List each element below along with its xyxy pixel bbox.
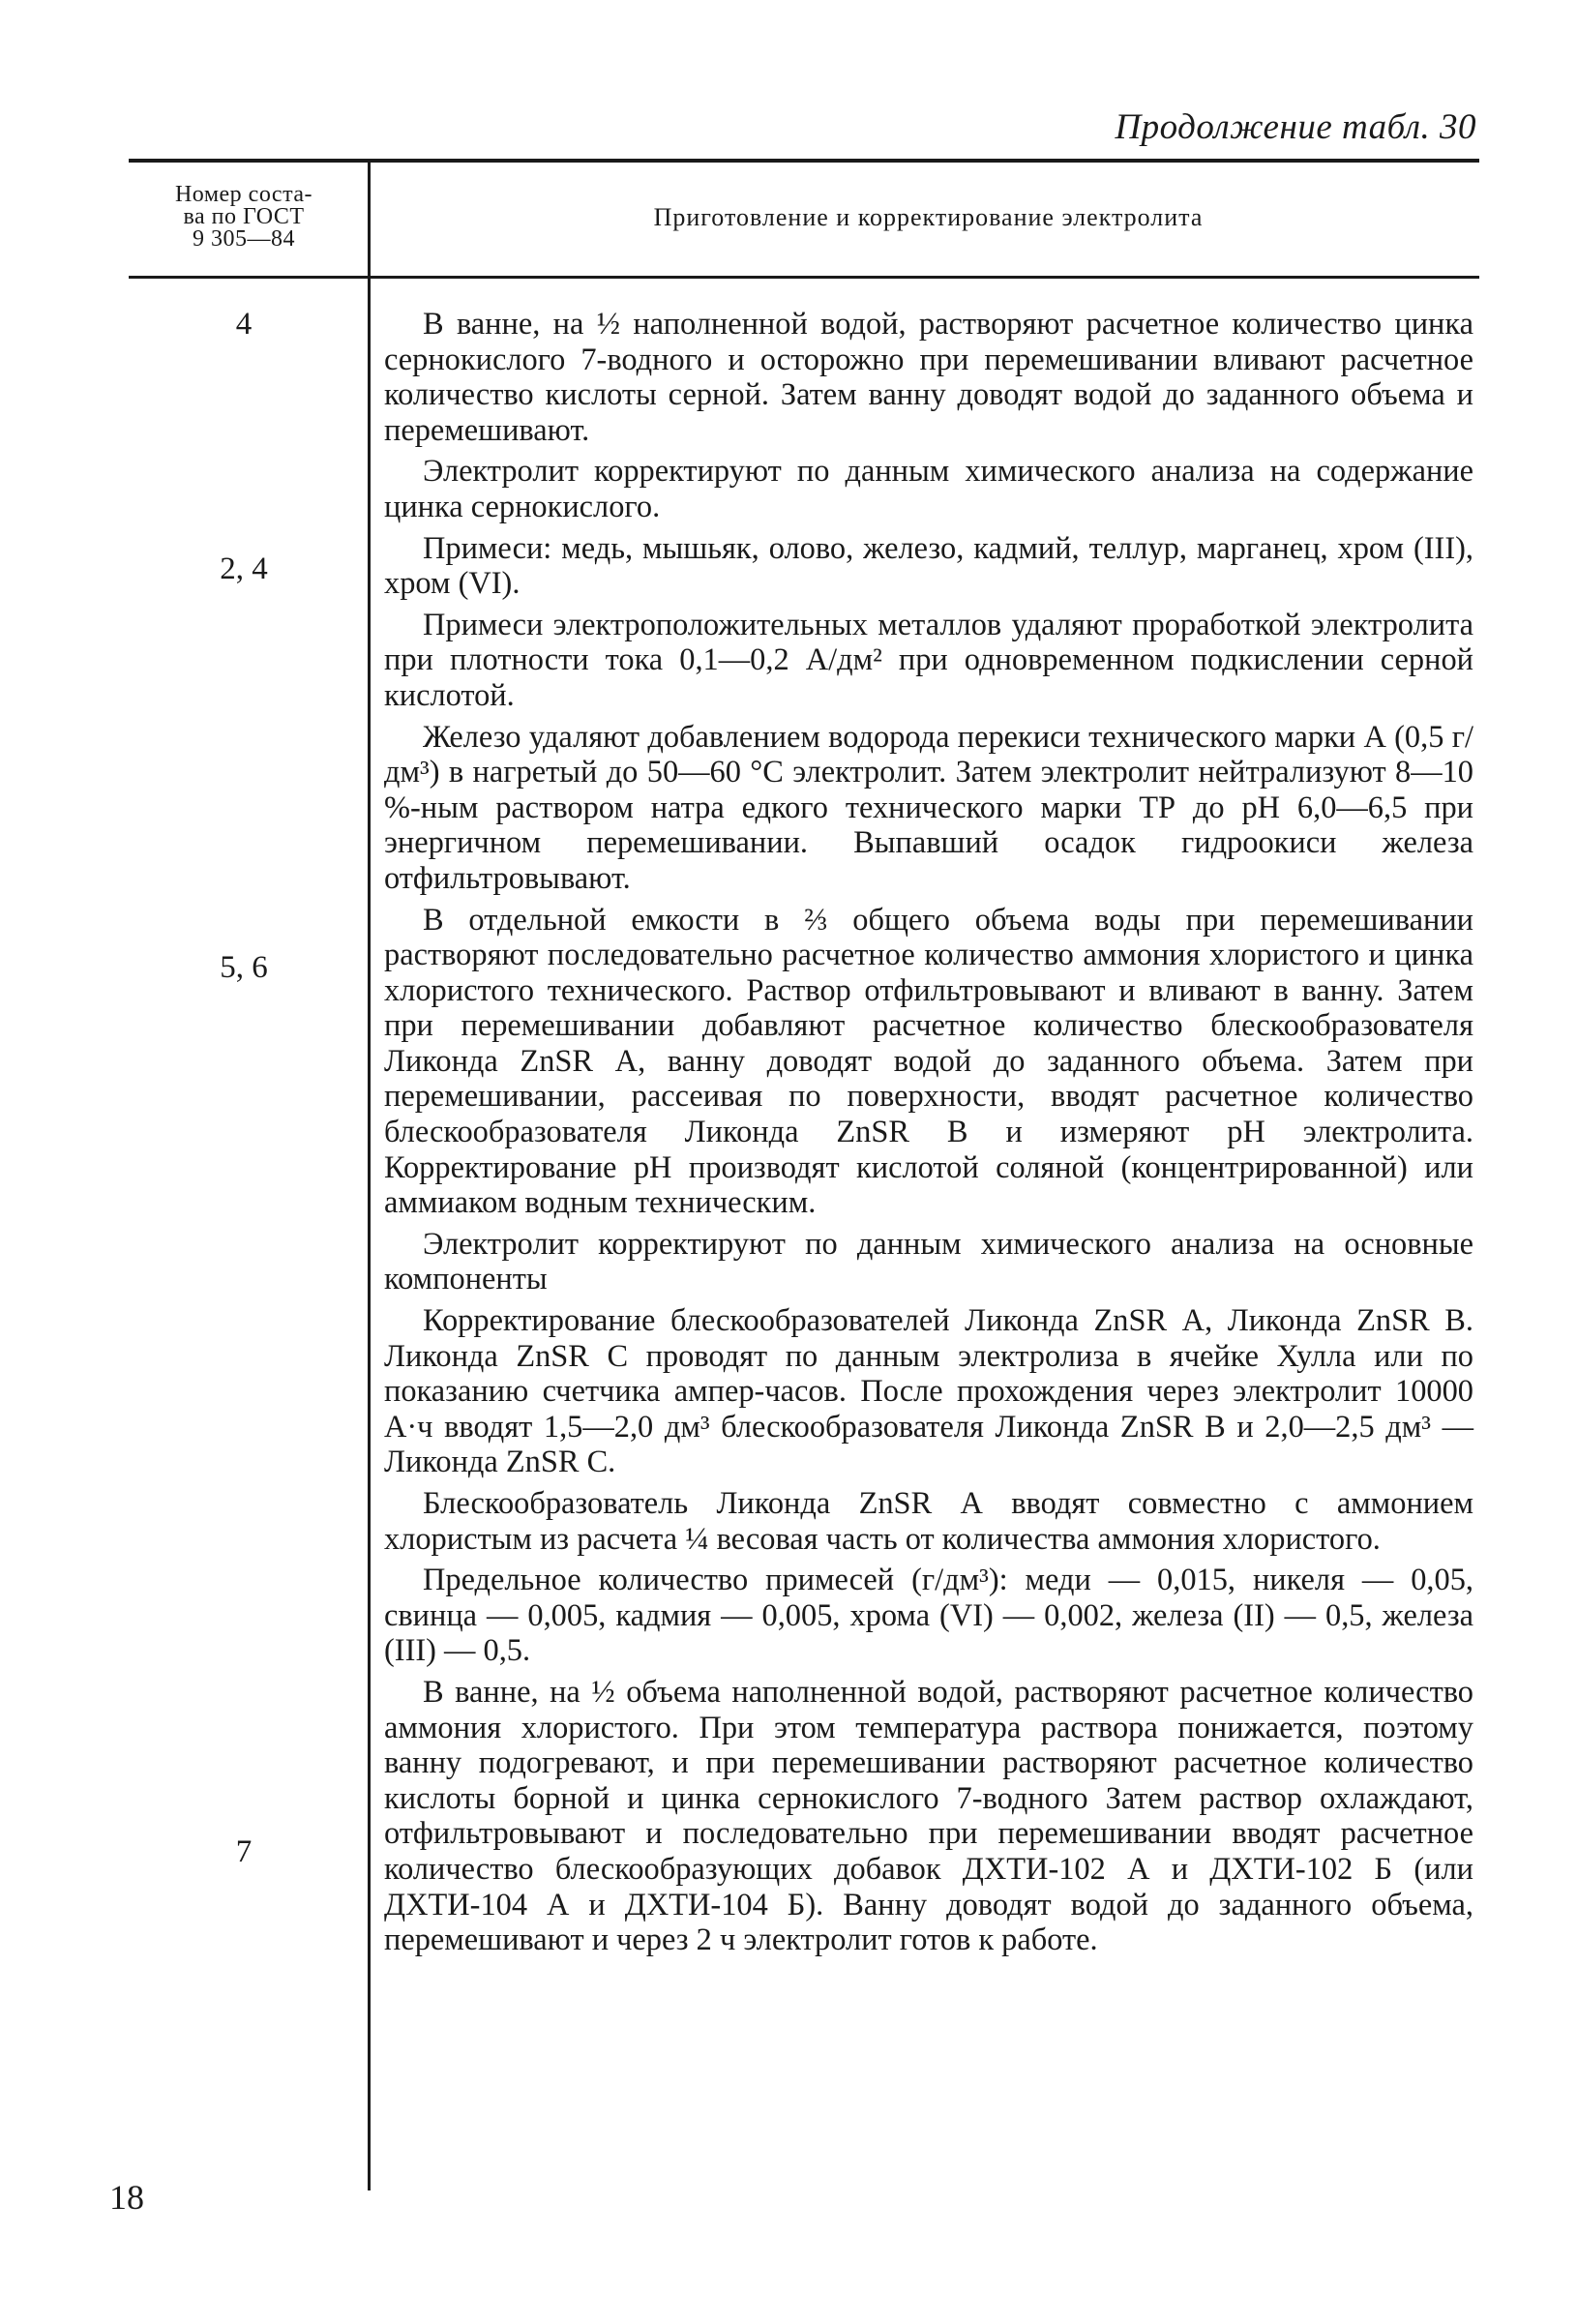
row-number: 2, 4 [220, 551, 268, 586]
row-number: 5, 6 [220, 950, 268, 985]
column-header-number-line1: Номер соста- [174, 182, 313, 207]
paragraph: Железо удаляют добавлением водорода перекиси технического марки А (0,5 г/дм³) в нагретый до 50—60 °С электролит. Затем электролит нейтрализуют 8—10 %-ным раствором натра едкого технического марки ТР до рН 6,0—6,5 при энергичном перемешивании. Выпавший осадок гидроокиси железа отфильтровывают. [384, 719, 1473, 896]
column-header-number [129, 184, 359, 251]
row-number: 4 [235, 307, 253, 342]
paragraph: В ванне, на ½ объема наполненной водой, растворяют расчетное количество аммония хлористого. При этом температура раствора понижается, поэтому ванну подогревают, и при перемешивании растворяют расчетное количество кислоты борной и цинка сернокислого 7-водного Затем раствор охлаждают, отфильтровывают и последовательно при перемешивании вводят расчетное количество блескообразующих добавок ДХТИ-102 А и ДХТИ-102 Б (или ДХТИ-104 А и ДХТИ-104 Б). Ванну доводят водой до заданного объема, перемешивают и через 2 ч электролит готов к работе. [384, 1674, 1473, 1958]
paragraph: Электролит корректируют по данным химического анализа на содержание цинка сернокислого. [384, 454, 1473, 524]
column-header-number-line3: 9 305—84 [193, 226, 295, 252]
page-number: 18 [109, 2178, 144, 2217]
paragraph: Примеси электроположительных металлов удаляют проработкой электролита при плотности тока 0,1—0,2 А/дм² при одновременном подкислении серной кислотой. [384, 607, 1473, 713]
table-body-text [384, 307, 1473, 1964]
paragraph: Блескообразователь Ликонда ZnSR А вводят совместно с аммонием хлористым из расчета ¼ весовая часть от количества аммония хлористого. [384, 1486, 1473, 1557]
column-header-description: Приготовление и корректирование электролита [653, 203, 1204, 231]
table-top-rule [129, 159, 1479, 163]
table-continuation-title: Продолжение табл. 30 [1115, 107, 1476, 147]
paragraph: Корректирование блескообразователей Ликонда ZnSR А, Ликонда ZnSR В. Ликонда ZnSR С проводят по данным электролиза в ячейке Хулла или по показанию счетчика ампер-часов. После прохождения через электролит 10000 А·ч вводят 1,5—2,0 дм³ блескообразователя Ликонда ZnSR В и 2,0—2,5 дм³ — Ликонда ZnSR С. [384, 1303, 1473, 1480]
table-column-divider [368, 161, 371, 2190]
table-header-rule [129, 276, 1479, 279]
column-header-number-line2: ва по ГОСТ [183, 204, 305, 229]
paragraph: В отдельной емкости в ⅔ общего объема воды при перемешивании растворяют последовательно расчетное количество аммония хлористого и цинка хлористого технического. Раствор отфильтровывают и вливают в ванну. Затем при перемешивании добавляют расчетное количество блескообразователя Ликонда ZnSR А, ванну доводят водой до заданного объема. Затем при перемешивании, рассеивая по поверхности, вводят расчетное количество блескообразователя Ликонда ZnSR В и измеряют рН электролита. Корректирование рН производят кислотой соляной (концентрированной) или аммиаком водным техническим. [384, 902, 1473, 1221]
paragraph: Электролит корректируют по данным химического анализа на основные компоненты [384, 1226, 1473, 1297]
row-number: 7 [235, 1834, 253, 1869]
paragraph: В ванне, на ½ наполненной водой, растворяют расчетное количество цинка сернокислого 7-водного и осторожно при перемешивании вливают расчетное количество кислоты серной. Затем ванну доводят водой до заданного объема и перемешивают. [384, 307, 1473, 448]
paragraph: Примеси: медь, мышьяк, олово, железо, кадмий, теллур, марганец, хром (III), хром (VI). [384, 530, 1473, 602]
paragraph: Предельное количество примесей (г/дм³): меди — 0,015, никеля — 0,05, свинца — 0,005, кадмия — 0,005, хрома (VI) — 0,002, железа (II) — 0,5, железа (III) — 0,5. [384, 1563, 1473, 1669]
